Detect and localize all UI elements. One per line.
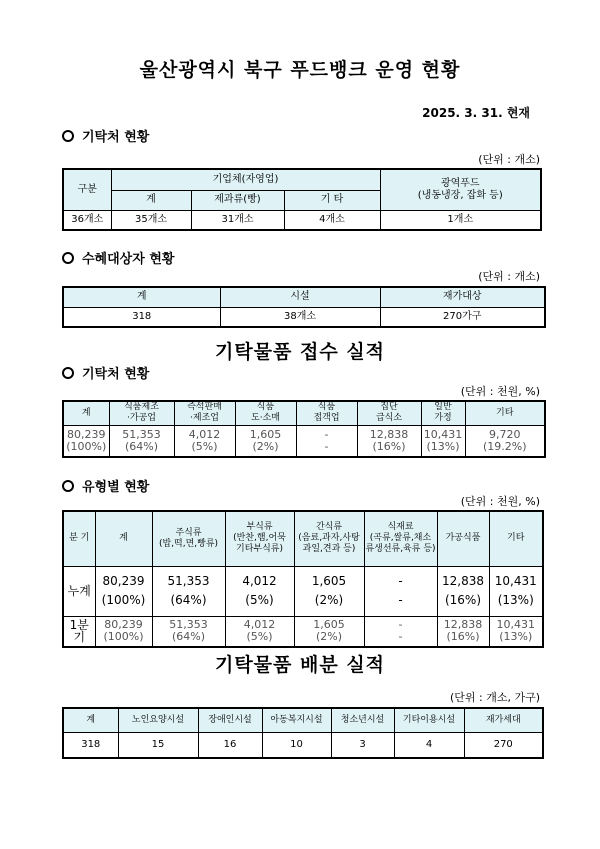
cell-text: 3 [359,738,366,750]
value-category: 36개소 [63,210,111,230]
cell-text: (64%) [171,630,206,644]
row-label [63,566,95,616]
value-cell [225,566,294,616]
cell-text: 10,431 [494,574,537,588]
value-cell [421,425,465,457]
cell-text: 부식류 [246,522,273,533]
header-cell [464,708,543,732]
cell-text: 계 [81,407,91,418]
unit-label: (단위 : 천원, %) [460,385,540,398]
value-cell [152,566,225,616]
header-cell [357,401,421,425]
section-receipt-type [62,476,149,495]
value-cell [394,732,464,758]
cell-text: 식재료 [387,522,414,533]
value-cell [198,732,262,758]
header-cell [118,708,198,732]
unit-label: (단위 : 천원, %) [460,495,540,508]
cell-text: (100%) [66,439,107,453]
header-cell [489,511,543,566]
cell-text: 80,239 [67,427,106,441]
cell-text: 기타이용시설 [402,714,456,725]
header-cell [63,708,118,732]
header-cell [331,708,394,732]
header-cell [152,511,225,566]
value-cell [262,732,331,758]
cell-text: 분 기 [69,533,90,544]
section-heading: 수혜대상자 현황 [82,252,175,267]
receipt-type-table [62,510,544,648]
cell-text: - [398,630,403,644]
cell-text: 기타 [507,533,525,544]
cell-text: 270 [493,738,513,750]
header-cell [95,511,152,566]
value-cell [364,566,437,616]
cell-text: 80,239 [102,574,145,588]
header-cell [109,401,174,425]
cell-text: 51,353 [122,427,161,441]
cell-text: (16%) [372,439,406,453]
value-cell [296,425,357,457]
value-cell [489,616,543,647]
cell-text: 4,012 [188,427,221,441]
header-cell [63,401,109,425]
cell-text: 기타부식류) [236,544,283,555]
cell-text: (100%) [101,593,146,607]
circle-bullet-icon [62,480,74,492]
distribution-table [62,707,544,759]
value-wide-food: 1개소 [380,210,541,230]
cell-text: 10,431 [496,618,535,632]
cell-text: (19.2%) [482,439,527,453]
value-cell [465,425,545,457]
cell-text: 즉석판매 [187,402,222,413]
header-company: 기업체(자영업) [111,169,380,190]
header-category: 구분 [63,169,111,210]
cell-text: 가정 [434,413,452,424]
cell-text: - [324,439,329,453]
cell-text: 집단 [380,402,398,413]
cell-text: 12,838 [442,574,484,588]
table-row [63,616,543,647]
cell-text: 간식류 [315,522,343,533]
beneficiary-status-table [62,286,546,328]
value-cell [357,425,421,457]
cell-text: (13%) [497,593,534,607]
cell-text: 12,838 [443,618,483,632]
cell-text: 기타 [496,407,514,418]
cell-text: 1분기 [69,618,89,645]
distribution-title: 기탁물품 배분 실적 [214,654,386,676]
value-cell [489,566,543,616]
circle-bullet-icon [62,367,74,379]
header-other: 기 타 [284,190,380,210]
circle-bullet-icon [62,130,74,142]
cell-text: (13%) [426,439,460,453]
unit-label: (단위 : 개소, 가구) [449,691,540,704]
cell-text: (2%) [314,593,344,607]
header-total: 계 [111,190,191,210]
cell-text: 노인요양시설 [131,714,185,725]
cell-text: (64%) [124,439,159,453]
cell-text: 식품 [256,402,275,413]
value-cell [235,425,296,457]
cell-text: (13%) [499,630,533,644]
header-cell [63,511,95,566]
value-total: 318 [63,307,220,327]
header-facility: 시설 [220,287,380,307]
cell-text: (2%) [315,630,343,644]
value-cell [364,616,437,647]
cell-text: (2%) [252,439,279,453]
page-title: 울산광역시 북구 푸드뱅크 운영 현황 [139,59,461,81]
cell-text: 누계 [67,584,91,598]
header-wide-food: 광역푸드 (냉동냉장, 잡화 등) [380,169,541,210]
cell-text: 도·소매 [251,413,280,424]
value-cell [174,425,235,457]
cell-text: 일반 [434,402,452,413]
cell-text: 15 [151,738,165,750]
cell-text: 계 [119,533,128,544]
value-cell [63,425,109,457]
cell-text: 접객업 [313,413,340,424]
cell-text: (64%) [170,593,207,607]
report-date: 2025. 3. 31. 현재 [422,106,530,120]
cell-text: 4,012 [243,618,276,632]
cell-text: 1,605 [249,427,282,441]
cell-text: 청소년시설 [340,714,385,725]
cell-text: 51,353 [167,574,210,588]
value-cell [464,732,543,758]
unit-label: (단위 : 개소) [478,270,540,283]
section-heading: 기탁처 현황 [82,130,150,145]
cell-text: - [398,574,403,588]
section-receipt-donor [62,363,149,382]
unit-label: (단위 : 개소) [478,153,540,166]
cell-text: 아동복지시설 [270,714,323,725]
value-cell [95,566,152,616]
cell-text: 10 [290,738,303,750]
cell-text: (5%) [191,439,218,453]
cell-text: 318 [81,738,101,750]
cell-text: 가공식품 [445,533,481,544]
value-cell [95,616,152,647]
header-cell [394,708,464,732]
value-cell [63,732,118,758]
value-total: 35개소 [111,210,191,230]
value-cell [294,616,364,647]
donor-status-table [62,168,542,231]
cell-text: 9,720 [489,427,521,441]
cell-text: 4,012 [242,574,277,588]
cell-text: 재가세대 [485,714,521,725]
cell-text: 51,353 [169,618,208,632]
header-cell [421,401,465,425]
receipt-title: 기탁물품 접수 실적 [214,341,386,363]
value-cell [331,732,394,758]
value-cell [437,566,489,616]
cell-text: 급식소 [375,413,403,424]
header-bakery: 제과류(빵) [191,190,284,210]
cell-text: 4 [425,738,433,750]
receipt-donor-table [62,400,546,458]
cell-text: 주식류 [175,527,202,538]
cell-text: 식품 [317,402,336,413]
section-heading: 유형별 현황 [82,480,150,495]
header-total: 계 [63,287,220,307]
header-cell [225,511,294,566]
header-cell [296,401,357,425]
header-cell [198,708,262,732]
value-cell [152,616,225,647]
header-home: 재가대상 [380,287,545,307]
cell-text: (16%) [444,593,482,607]
section-beneficiary-status [62,248,174,267]
cell-text: - [324,427,329,441]
value-other: 4개소 [284,210,380,230]
header-cell [465,401,545,425]
cell-text: 식품제조 [124,402,159,413]
cell-text: 1,605 [311,574,347,588]
cell-text: 16 [223,738,237,750]
table-row [63,566,543,616]
header-cell [262,708,331,732]
header-cell [437,511,489,566]
cell-text: 장애인시설 [208,714,252,725]
row-label [63,616,95,647]
cell-text: 10,431 [423,427,463,441]
value-facility: 38개소 [220,307,380,327]
cell-text: ·가공업 [127,413,156,424]
cell-text: ·제조업 [190,413,219,424]
header-cell [364,511,437,566]
header-cell [294,511,364,566]
cell-text: (5%) [246,630,273,644]
circle-bullet-icon [62,252,74,264]
header-cell [235,401,296,425]
cell-text: 과일,견과 등) [302,544,356,555]
value-cell [294,566,364,616]
cell-text: (100%) [103,630,144,644]
header-cell [174,401,235,425]
cell-text: (음료,과자,사탕 [298,533,360,544]
value-cell [118,732,198,758]
section-donor-status [62,126,149,145]
value-bakery: 31개소 [191,210,284,230]
cell-text: 계 [86,714,96,725]
cell-text: 류생선류,육류 등) [365,544,436,555]
cell-text: (5%) [245,593,274,607]
cell-text: (16%) [446,630,480,644]
cell-text: - [398,618,403,632]
value-cell [437,616,489,647]
value-cell [225,616,294,647]
cell-text: 1,605 [313,618,345,632]
cell-text: (반찬,햄,어묵 [233,533,286,544]
cell-text: (밥,떡,면,빵류) [158,538,219,549]
value-cell [109,425,174,457]
cell-text: (곡류,쌀류,채소 [369,533,432,544]
section-heading: 기탁처 현황 [82,367,150,382]
cell-text: 12,838 [369,427,409,441]
value-home: 270가구 [380,307,545,327]
cell-text: - [398,593,403,607]
cell-text: 80,239 [104,618,143,632]
